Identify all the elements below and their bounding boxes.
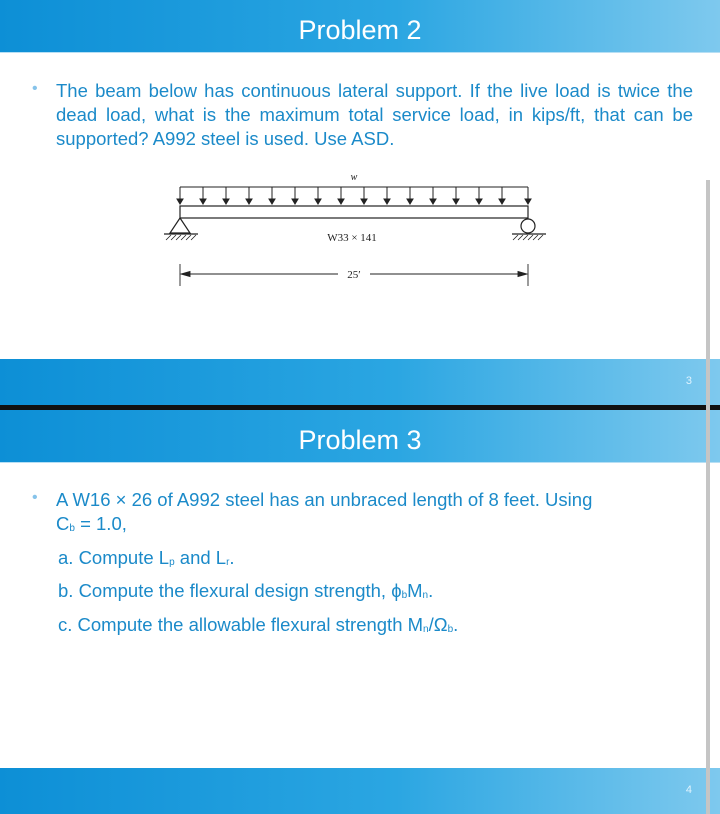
distributed-load-arrows xyxy=(177,187,531,204)
footer-bar xyxy=(0,359,720,405)
bullet-dot: • xyxy=(32,80,38,97)
cb-subscript: b xyxy=(69,523,75,534)
beam-diagram xyxy=(0,0,720,405)
item-a-suffix: . xyxy=(229,547,235,568)
slide-title: Problem 2 xyxy=(298,15,422,45)
slide-problem-2 xyxy=(0,0,720,405)
cb-value: = 1.0, xyxy=(74,513,127,534)
beam xyxy=(180,206,528,218)
item-b-sub1: b xyxy=(401,590,408,601)
pin-support-hatch xyxy=(166,235,196,240)
item-c-suffix: . xyxy=(453,614,459,635)
page-number: 4 xyxy=(685,784,692,796)
item-b-mid: M xyxy=(407,580,423,601)
item-a-mid: and L xyxy=(174,547,227,568)
section-label: W33 × 141 xyxy=(327,232,377,244)
problem-3-text-main: A W16 × 26 of A992 steel has an unbraced length of 8 feet. Using xyxy=(56,489,593,510)
span-label: 25′ xyxy=(347,269,361,281)
sub-item-a xyxy=(58,546,235,575)
load-label: w xyxy=(350,172,358,183)
item-b-prefix: b. Compute the flexural design strength, ϕ xyxy=(58,580,402,601)
pin-support xyxy=(164,218,198,234)
sub-item-c xyxy=(58,613,458,642)
problem-3-text xyxy=(56,488,696,541)
page-number: 3 xyxy=(685,375,692,387)
cb-symbol: C xyxy=(56,513,70,534)
scrollbar[interactable] xyxy=(706,180,710,814)
roller-support xyxy=(512,219,546,234)
roller-support-hatch xyxy=(513,235,543,240)
problem-2-text: The beam below has continuous lateral support. If the live load is twice the dead load, what is the maximum total service load, in kips/ft, that can be supported? A992 steel is used. Use ASD. xyxy=(56,80,693,149)
footer-bar xyxy=(0,768,720,814)
item-c-sub1: n xyxy=(423,624,429,635)
bullet-dot: • xyxy=(32,489,38,506)
sub-item-b xyxy=(58,579,433,608)
item-c-prefix: c. Compute the allowable flexural strength M xyxy=(58,614,424,635)
item-b-suffix: . xyxy=(428,580,434,601)
slide-problem-3 xyxy=(0,410,720,814)
item-a-prefix: a. Compute L xyxy=(58,547,170,568)
item-c-sub2: b xyxy=(447,624,454,635)
item-a-sub2: r xyxy=(226,557,230,568)
item-a-sub1: p xyxy=(169,557,175,568)
item-c-mid: /Ω xyxy=(428,614,448,635)
slide-title: Problem 3 xyxy=(298,425,422,455)
item-b-sub2: n xyxy=(422,590,429,601)
